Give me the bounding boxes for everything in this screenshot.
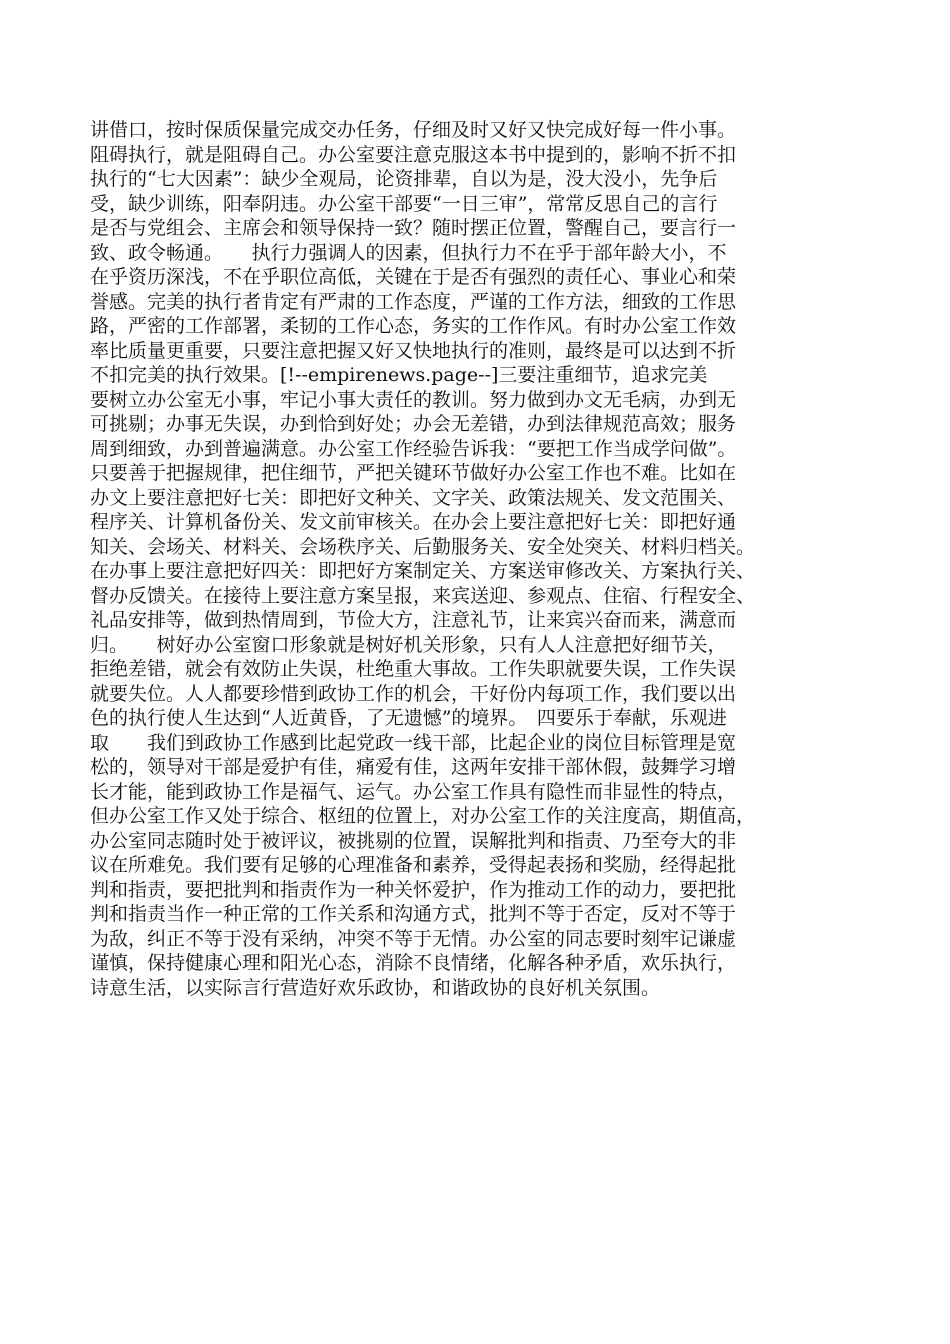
text-line: 讲借口，按时保质保量完成交办任务，仔细及时又好又快完成好每一件小事。 <box>90 119 737 141</box>
text-line: 督办反馈关。在接待上要注意方案呈报，来宾送迎、参观点、住宿、行程安全、 <box>90 584 756 607</box>
text-line: 率比质量更重要，只要注意把握又好又快地执行的准则，最终是可以达到不折 <box>90 339 737 362</box>
text-line: 办公室同志随时处于被评议，被挑剔的位置，误解批判和指责、乃至夸大的非 <box>90 829 737 852</box>
text-line: 可挑剔；办事无失误，办到恰到好处；办会无差错，办到法律规范高效；服务 <box>90 413 737 435</box>
text-line: 只要善于把握规律，把住细节，严把关键环节做好办公室工作也不难。比如在 <box>90 462 737 484</box>
text-line: 执行的“七大因素”：缺少全观局，论资排辈，自以为是，没大没小，先争后 <box>90 168 718 190</box>
text-line: 在乎资历深浅，不在乎职位高低，关键在于是否有强烈的责任心、事业心和荣 <box>90 266 737 288</box>
text-line: 就要失位。人人都要珍惜到政协工作的机会，干好份内每项工作，我们要以出 <box>90 682 737 705</box>
text-line: 周到细致，办到普遍满意。办公室工作经验告诉我：“要把工作当成学问做”。 <box>90 437 737 460</box>
text-line: 谨慎，保持健康心理和阳光心态，消除不良情绪，化解各种矛盾，欢乐执行， <box>90 952 737 974</box>
text-line: 色的执行使人生达到“人近黄昏，了无遗憾”的境界。 四要乐于奉献，乐观进 <box>90 707 727 729</box>
text-line: 归。 树好办公室窗口形象就是树好机关形象，只有人人注意把好细节关， <box>90 633 727 656</box>
text-line: 致、政令畅通。 执行力强调人的因素，但执行力不在乎于部年龄大小，不 <box>90 241 727 264</box>
text-line: 是否与党组会、主席会和领导保持一致？随时摆正位置，警醒自己，要言行一 <box>90 217 737 239</box>
text-line: 判和指责当作一种正常的工作关系和沟通方式，批判不等于否定，反对不等于 <box>90 903 737 925</box>
text-line: 办文上要注意把好七关：即把好文种关、文字关、政策法规关、发文范围关、 <box>90 486 737 509</box>
text-line: 誉感。完美的执行者肯定有严肃的工作态度，严谨的工作方法，细致的工作思 <box>90 290 737 313</box>
text-line: 诗意生活，以实际言行营造好欢乐政协，和谐政协的良好机关氛围。 <box>90 976 661 999</box>
text-line: 阻碍执行，就是阻碍自己。办公室要注意克服这本书中提到的，影响不折不扣 <box>90 143 737 166</box>
text-line: 松的，领导对干部是爱护有佳，痛爱有佳，这两年安排干部休假，鼓舞学习增 <box>90 756 737 778</box>
text-line: 议在所难免。我们要有足够的心理准备和素养，受得起表扬和奖励，经得起批 <box>90 854 737 876</box>
document-body-text <box>90 118 880 1000</box>
text-line: 不扣完美的执行效果。[!--empirenews.page--]三要注重细节，追求完美 <box>90 364 708 386</box>
text-line: 要树立办公室无小事，牢记小事大责任的教训。努力做到办文无毛病，办到无 <box>90 388 737 411</box>
text-line: 但办公室工作又处于综合、枢纽的位置上，对办公室工作的关注度高，期值高， <box>90 805 756 827</box>
text-line: 判和指责，要把批判和指责作为一种关怀爱护，作为推动工作的动力，要把批 <box>90 878 737 901</box>
text-line: 程序关、计算机备份关、发文前审核关。在办会上要注意把好七关：即把好通 <box>90 511 737 533</box>
text-line: 长才能，能到政协工作是福气、运气。办公室工作具有隐性而非显性的特点， <box>90 780 737 803</box>
text-line: 拒绝差错，就会有效防止失误，杜绝重大事故。工作失职就要失误，工作失误 <box>90 658 737 680</box>
text-line: 礼品安排等，做到热情周到，节俭大方，注意礼节，让来宾兴奋而来，满意而 <box>90 609 737 631</box>
text-line: 知关、会场关、材料关、会场秩序关、后勤服务关、安全处突关、材料归档关。 <box>90 535 756 558</box>
text-line: 取 我们到政协工作感到比起党政一线干部，比起企业的岗位目标管理是宽 <box>90 731 737 754</box>
text-line: 在办事上要注意把好四关：即把好方案制定关、方案送审修改关、方案执行关、 <box>90 560 756 582</box>
text-line: 路，严密的工作部署，柔韧的工作心态，务实的工作作风。有时办公室工作效 <box>90 315 737 337</box>
text-line: 受，缺少训练，阳奉阴违。办公室干部要“一日三审”，常常反思自己的言行 <box>90 192 718 215</box>
text-line: 为敌，纠正不等于没有采纳，冲突不等于无情。办公室的同志要时刻牢记谦虚 <box>90 927 737 950</box>
